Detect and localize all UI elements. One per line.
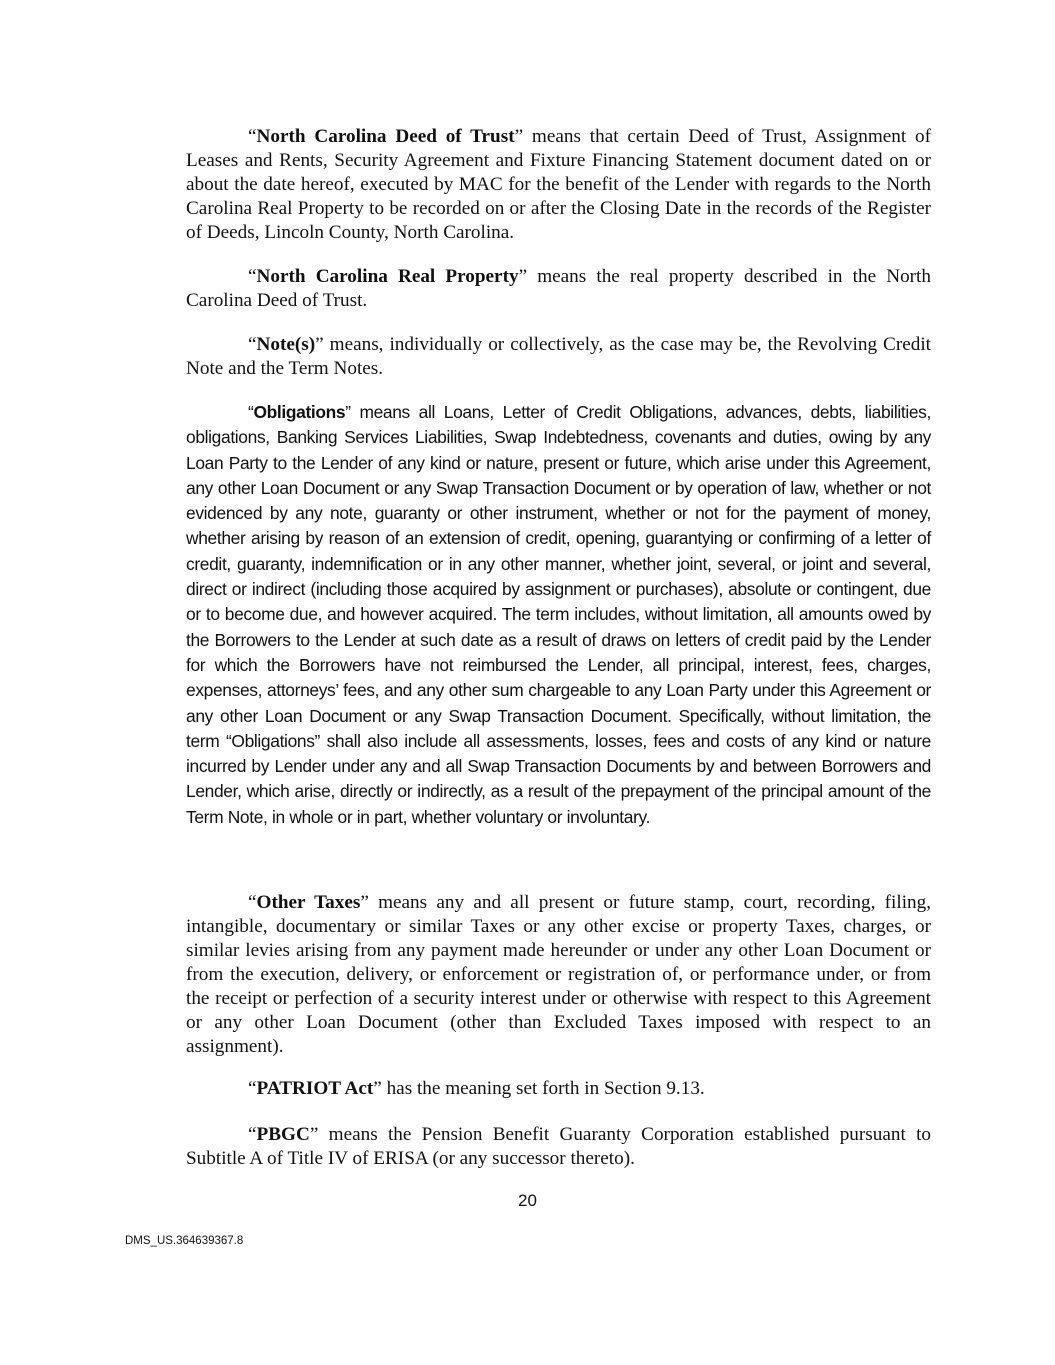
- definition-text: ” means the real property described in the North Carolina Deed of Trust.: [186, 266, 931, 311]
- definition-pbgc: [186, 1123, 931, 1171]
- open-quote: “: [248, 892, 257, 913]
- open-quote: “: [248, 402, 254, 422]
- definition-text: ” means any and all present or future stamp, court, recording, filing, intangible, documentary or similar Taxes or any other excise or property Taxes, charges, or similar levies arising from any payment made hereunder or under any other Loan Document or from the execution, delivery, or enforcement or registration of, or performance under, or from the receipt or perfection of a security interest under or otherwise with respect to this Agreement or any other Loan Document (other than Excluded Taxes imposed with respect to an assignment).: [186, 892, 932, 1057]
- definition-north-carolina-deed-of-trust: [186, 125, 931, 245]
- defined-term: Note(s): [256, 334, 316, 355]
- definition-patriot-act: [186, 1077, 931, 1101]
- defined-term: Obligations: [253, 402, 346, 422]
- open-quote: “: [248, 1078, 257, 1099]
- open-quote: “: [248, 126, 257, 147]
- definition-north-carolina-real-property: [186, 265, 931, 313]
- open-quote: “: [248, 334, 257, 355]
- defined-term: PBGC: [256, 1124, 310, 1145]
- open-quote: “: [248, 266, 257, 287]
- defined-term: PATRIOT Act: [256, 1078, 374, 1099]
- definition-text: ” means all Loans, Letter of Credit Obligations, advances, debts, liabilities, obligations, Banking Services Liabilities, Swap Indebtedness, covenants and duties, owing by any Loan Party to the Lender of any kind or nature, present or future, which arise under this Agreement, any other Loan Document or any Swap Transaction Document or by operation of law, whether or not evidenced by any note, guaranty or other instrument, whether or not for the payment of money, whether arising by reason of an extension of credit, opening, guarantying or confirming of a letter of credit, guaranty, indemnification or in any other manner, whether joint, several, or joint and several, direct or indirect (including those acquired by assignment or purchases), absolute or contingent, due or to become due, and however acquired. The term includes, without limitation, all amounts owed by the Borrowers to the Lender at such date as a result of draws on letters of credit paid by the Lender for which the Borrowers have not reimbursed the Lender, all principal, interest, fees, charges, expenses, attorneys’ fees, and any other sum chargeable to any Loan Party under this Agreement or any other Loan Document or any Swap Transaction Document. Specifically, without limitation, the term “Obligations” shall also include all assessments, losses, fees and costs of any kind or nature incurred by Lender under any and all Swap Transaction Documents by and between Borrowers and Lender, which arise, directly or indirectly, as a result of the prepayment of the principal amount of the Term Note, in whole or in part, whether voluntary or involuntary.: [186, 402, 931, 827]
- definition-text: ” means that certain Deed of Trust, Assignment of Leases and Rents, Security Agreement and Fixture Financing Statement document dated on or about the date hereof, executed by MAC for the benefit of the Lender with regards to the North Carolina Real Property to be recorded on or after the Closing Date in the records of the Register of Deeds, Lincoln County, North Carolina.: [186, 126, 931, 243]
- definition-other-taxes: [186, 891, 931, 1059]
- defined-term: Other Taxes: [256, 892, 361, 913]
- document-id: DMS_US.364639367.8: [125, 1235, 244, 1247]
- open-quote: “: [248, 1124, 257, 1145]
- defined-term: North Carolina Real Property: [256, 266, 519, 287]
- definition-obligations: [186, 400, 931, 830]
- page-number: 20: [518, 1191, 537, 1210]
- definition-text: ” has the meaning set forth in Section 9.13.: [373, 1078, 705, 1099]
- defined-term: North Carolina Deed of Trust: [256, 126, 515, 147]
- definition-text: ” means, individually or collectively, as the case may be, the Revolving Credit Note and the Term Notes.: [186, 334, 931, 379]
- definition-text: ” means the Pension Benefit Guaranty Corporation established pursuant to Subtitle A of Title IV of ERISA (or any successor thereto).: [186, 1124, 931, 1169]
- definition-notes: [186, 333, 931, 381]
